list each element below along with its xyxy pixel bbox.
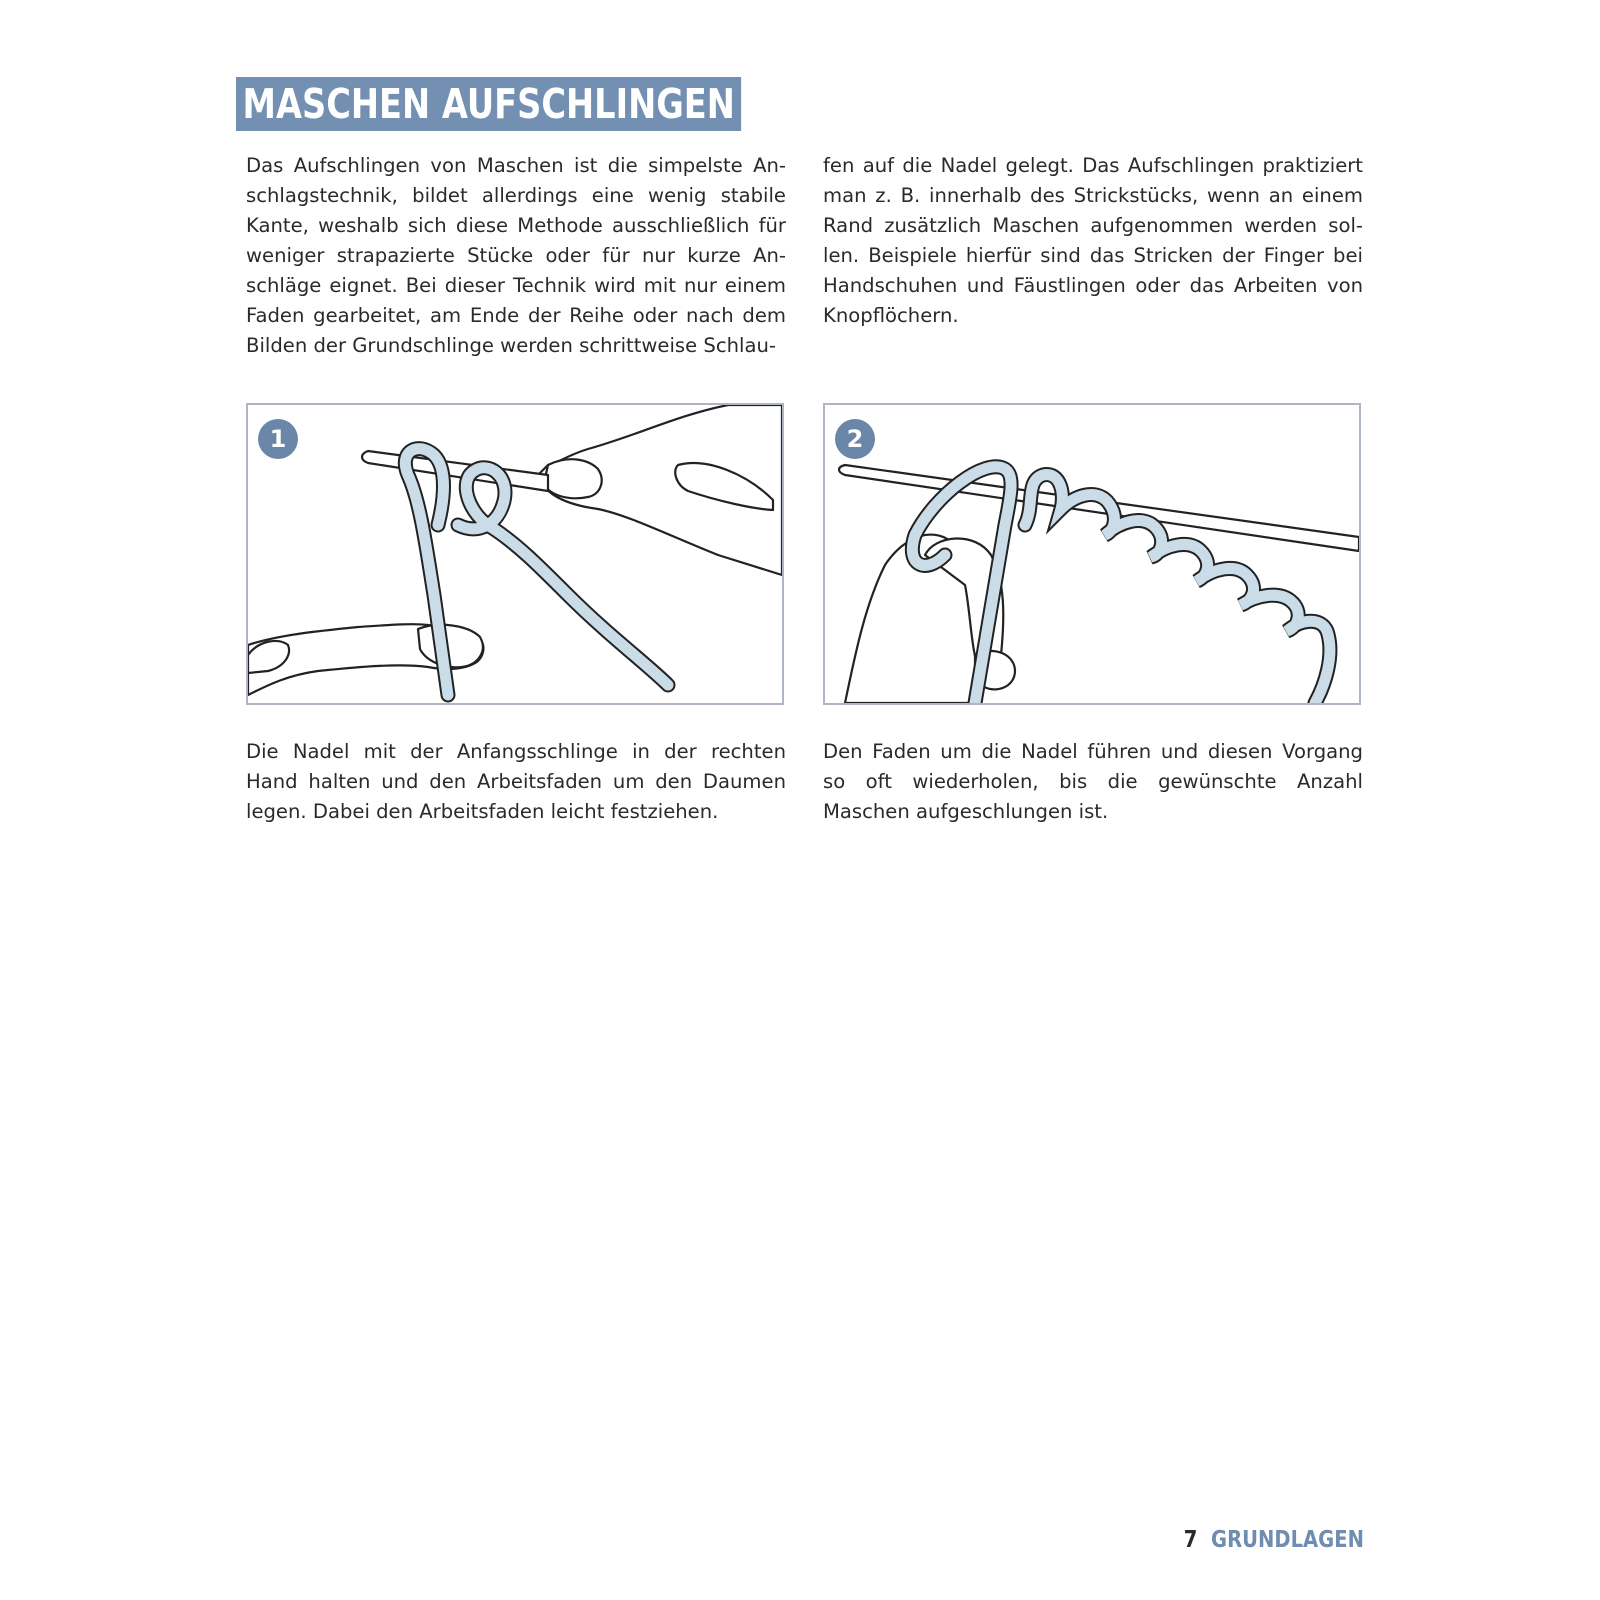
illustration-step-1 [246,403,784,705]
hand-thumb-loop-illustration [248,405,782,703]
page-title: MASCHEN AUFSCHLINGEN [236,77,741,131]
step-number-badge: 1 [258,419,298,459]
intro-text-left: Das Aufschlingen von Maschen ist die simpelste Anschlagstechnik, bildet allerdings eine wenig stabile Kante, weshalb sich diese Methode ausschließlich für weniger strapazierte Stücke oder für nur kurze Anschläge eignet. Bei dieser Technik wird mit nur einem Faden gearbeitet, am Ende der Reihe oder nach dem Bilden der Grundschlinge werden schrittweise Schlau- [246,154,786,357]
step-number-badge: 2 [835,419,875,459]
page-number: 7 [1183,1527,1198,1553]
section-name: GRUNDLAGEN [1211,1527,1364,1553]
illustration-step-2 [823,403,1361,705]
needle-with-loops-illustration [825,405,1359,703]
intro-text-right: fen auf die Nadel gelegt. Das Aufschlingen praktiziert man z. B. innerhalb des Strickstücks, wenn an einem Rand zusätzlich Maschen aufgenommen werden sollen. Beispiele hierfür sind das Stricken der Finger bei Handschuhen und Fäustlingen oder das Arbeiten von Knopflöchern. [823,154,1363,327]
step-1-caption: Die Nadel mit der Anfangsschlinge in der rechten Hand halten und den Arbeitsfaden um den Daumen legen. Dabei den Arbeitsfaden leicht festziehen. [246,740,786,823]
step-2-caption: Den Faden um die Nadel führen und diesen Vorgang so oft wiederholen, bis die gewünschte Anzahl Maschen aufgeschlungen ist. [823,740,1363,823]
page-footer [1184,1527,1364,1553]
